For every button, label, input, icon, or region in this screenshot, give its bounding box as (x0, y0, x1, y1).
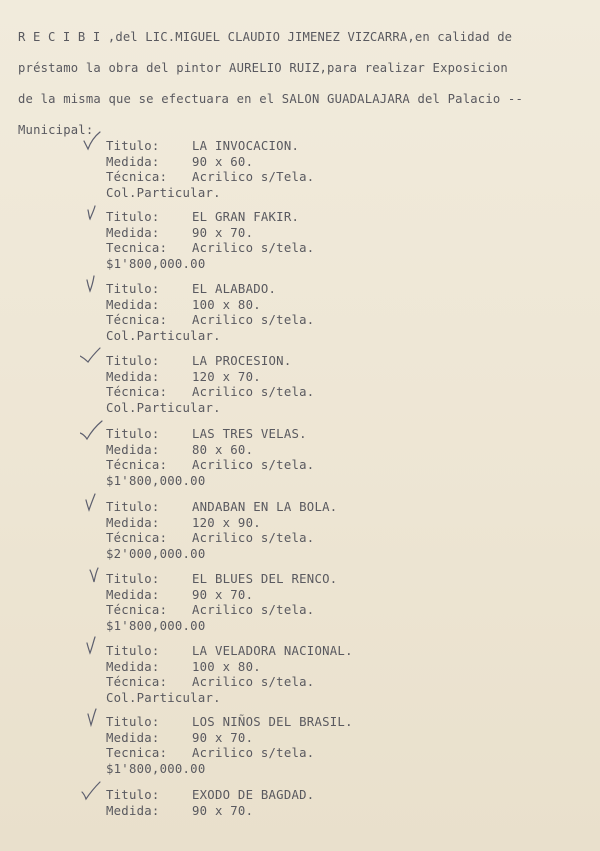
check-mark-icon (80, 780, 106, 804)
titulo-label: Titulo: (106, 354, 160, 368)
extra-line: Col.Particular. (106, 690, 221, 705)
titulo-row (106, 715, 526, 731)
artwork-entry (106, 500, 526, 562)
titulo-label: Titulo: (106, 715, 160, 729)
intro-line: de la misma que se efectuara en el SALON GUADALAJARA del Palacio -- (18, 92, 524, 106)
medida-row (106, 731, 526, 747)
tecnica-value: Acrilico s/Tela. (192, 170, 315, 184)
titulo-row (106, 282, 526, 298)
titulo-label: Titulo: (106, 500, 160, 514)
tecnica-row (106, 603, 526, 619)
medida-row (106, 226, 526, 242)
medida-row (106, 588, 526, 604)
tecnica-value: Acrilico s/tela. (192, 531, 315, 545)
medida-label: Medida: (106, 369, 160, 384)
titulo-row (106, 788, 526, 804)
tecnica-value: Acrilico s/tela. (192, 746, 315, 760)
tecnica-label: Técnica: (106, 603, 168, 617)
check-mark-icon (80, 131, 106, 155)
tecnica-row (106, 458, 526, 474)
tecnica-value: Acrilico s/tela. (192, 603, 315, 617)
check-mark-icon (80, 707, 106, 731)
titulo-value: EL ALABADO. (192, 282, 277, 296)
tecnica-row (106, 531, 526, 547)
medida-value: 80 x 60. (192, 442, 254, 457)
tecnica-value: Acrilico s/tela. (192, 458, 315, 472)
medida-value: 90 x 70. (192, 225, 254, 240)
check-mark-icon (80, 346, 106, 370)
medida-label: Medida: (106, 154, 160, 169)
tecnica-value: Acrilico s/tela. (192, 675, 315, 689)
medida-row (106, 155, 526, 171)
tecnica-row (106, 313, 526, 329)
medida-label: Medida: (106, 803, 160, 818)
titulo-label: Titulo: (106, 788, 160, 802)
medida-row (106, 298, 526, 314)
titulo-label: Titulo: (106, 210, 160, 224)
intro-line: préstamo la obra del pintor AURELIO RUIZ,para realizar Exposicion (18, 61, 508, 75)
titulo-value: EL GRAN FAKIR. (192, 210, 300, 224)
artwork-entry (106, 644, 526, 706)
tecnica-label: Tecnica: (106, 746, 168, 760)
medida-value: 90 x 60. (192, 154, 254, 169)
check-mark-icon (80, 274, 106, 298)
tecnica-label: Técnica: (106, 385, 168, 399)
medida-row (106, 370, 526, 386)
titulo-label: Titulo: (106, 282, 160, 296)
medida-label: Medida: (106, 730, 160, 745)
medida-row (106, 516, 526, 532)
medida-label: Medida: (106, 515, 160, 530)
check-mark-icon (80, 636, 106, 660)
titulo-label: Titulo: (106, 139, 160, 153)
medida-row (106, 804, 526, 820)
titulo-row (106, 210, 526, 226)
tecnica-row (106, 241, 526, 257)
titulo-row (106, 500, 526, 516)
medida-label: Medida: (106, 442, 160, 457)
extra-line: $1'800,000.00 (106, 761, 206, 776)
extra-line: $1'800,000.00 (106, 473, 206, 488)
medida-label: Medida: (106, 587, 160, 602)
tecnica-label: Técnica: (106, 170, 168, 184)
check-mark-icon (80, 202, 106, 226)
medida-label: Medida: (106, 297, 160, 312)
artwork-entry (106, 139, 526, 201)
medida-row (106, 443, 526, 459)
titulo-value: EL BLUES DEL RENCO. (192, 572, 338, 586)
titulo-label: Titulo: (106, 644, 160, 658)
tecnica-label: Tecnica: (106, 241, 168, 255)
titulo-row (106, 572, 526, 588)
artwork-entry (106, 427, 526, 489)
artwork-entry (106, 715, 526, 777)
tecnica-label: Técnica: (106, 675, 168, 689)
extra-line: Col.Particular. (106, 185, 221, 200)
titulo-row (106, 427, 526, 443)
intro-line: Municipal: (18, 123, 94, 137)
medida-value: 90 x 70. (192, 587, 254, 602)
titulo-value: ANDABAN EN LA BOLA. (192, 500, 338, 514)
check-mark-icon (80, 492, 106, 516)
tecnica-value: Acrilico s/tela. (192, 241, 315, 255)
medida-value: 100 x 80. (192, 659, 261, 674)
titulo-row (106, 354, 526, 370)
tecnica-value: Acrilico s/tela. (192, 385, 315, 399)
medida-value: 120 x 70. (192, 369, 261, 384)
medida-label: Medida: (106, 659, 160, 674)
check-mark-icon (80, 564, 106, 588)
titulo-value: LA PROCESION. (192, 354, 292, 368)
artwork-entry (106, 572, 526, 634)
medida-value: 90 x 70. (192, 730, 254, 745)
tecnica-row (106, 675, 526, 691)
extra-line: Col.Particular. (106, 400, 221, 415)
medida-row (106, 660, 526, 676)
extra-line: $2'000,000.00 (106, 546, 206, 561)
titulo-value: LOS NIÑOS DEL BRASIL. (192, 715, 353, 729)
artwork-entry (106, 354, 526, 416)
artwork-entry (106, 210, 526, 272)
artwork-entry (106, 788, 526, 819)
titulo-value: LAS TRES VELAS. (192, 427, 307, 441)
medida-value: 100 x 80. (192, 297, 261, 312)
tecnica-label: Técnica: (106, 458, 168, 472)
tecnica-row (106, 385, 526, 401)
medida-value: 90 x 70. (192, 803, 254, 818)
titulo-label: Titulo: (106, 572, 160, 586)
titulo-row (106, 139, 526, 155)
titulo-value: LA VELADORA NACIONAL. (192, 644, 353, 658)
medida-label: Medida: (106, 225, 160, 240)
tecnica-row (106, 746, 526, 762)
titulo-label: Titulo: (106, 427, 160, 441)
tecnica-label: Técnica: (106, 313, 168, 327)
titulo-value: LA INVOCACION. (192, 139, 300, 153)
extra-line: Col.Particular. (106, 328, 221, 343)
artwork-entry (106, 282, 526, 344)
tecnica-value: Acrilico s/tela. (192, 313, 315, 327)
intro-line: R E C I B I ,del LIC.MIGUEL CLAUDIO JIMENEZ VIZCARRA,en calidad de (18, 30, 513, 44)
titulo-value: EXODO DE BAGDAD. (192, 788, 315, 802)
titulo-row (106, 644, 526, 660)
check-mark-icon (80, 419, 106, 443)
medida-value: 120 x 90. (192, 515, 261, 530)
extra-line: $1'800,000.00 (106, 256, 206, 271)
tecnica-label: Técnica: (106, 531, 168, 545)
tecnica-row (106, 170, 526, 186)
extra-line: $1'800,000.00 (106, 618, 206, 633)
